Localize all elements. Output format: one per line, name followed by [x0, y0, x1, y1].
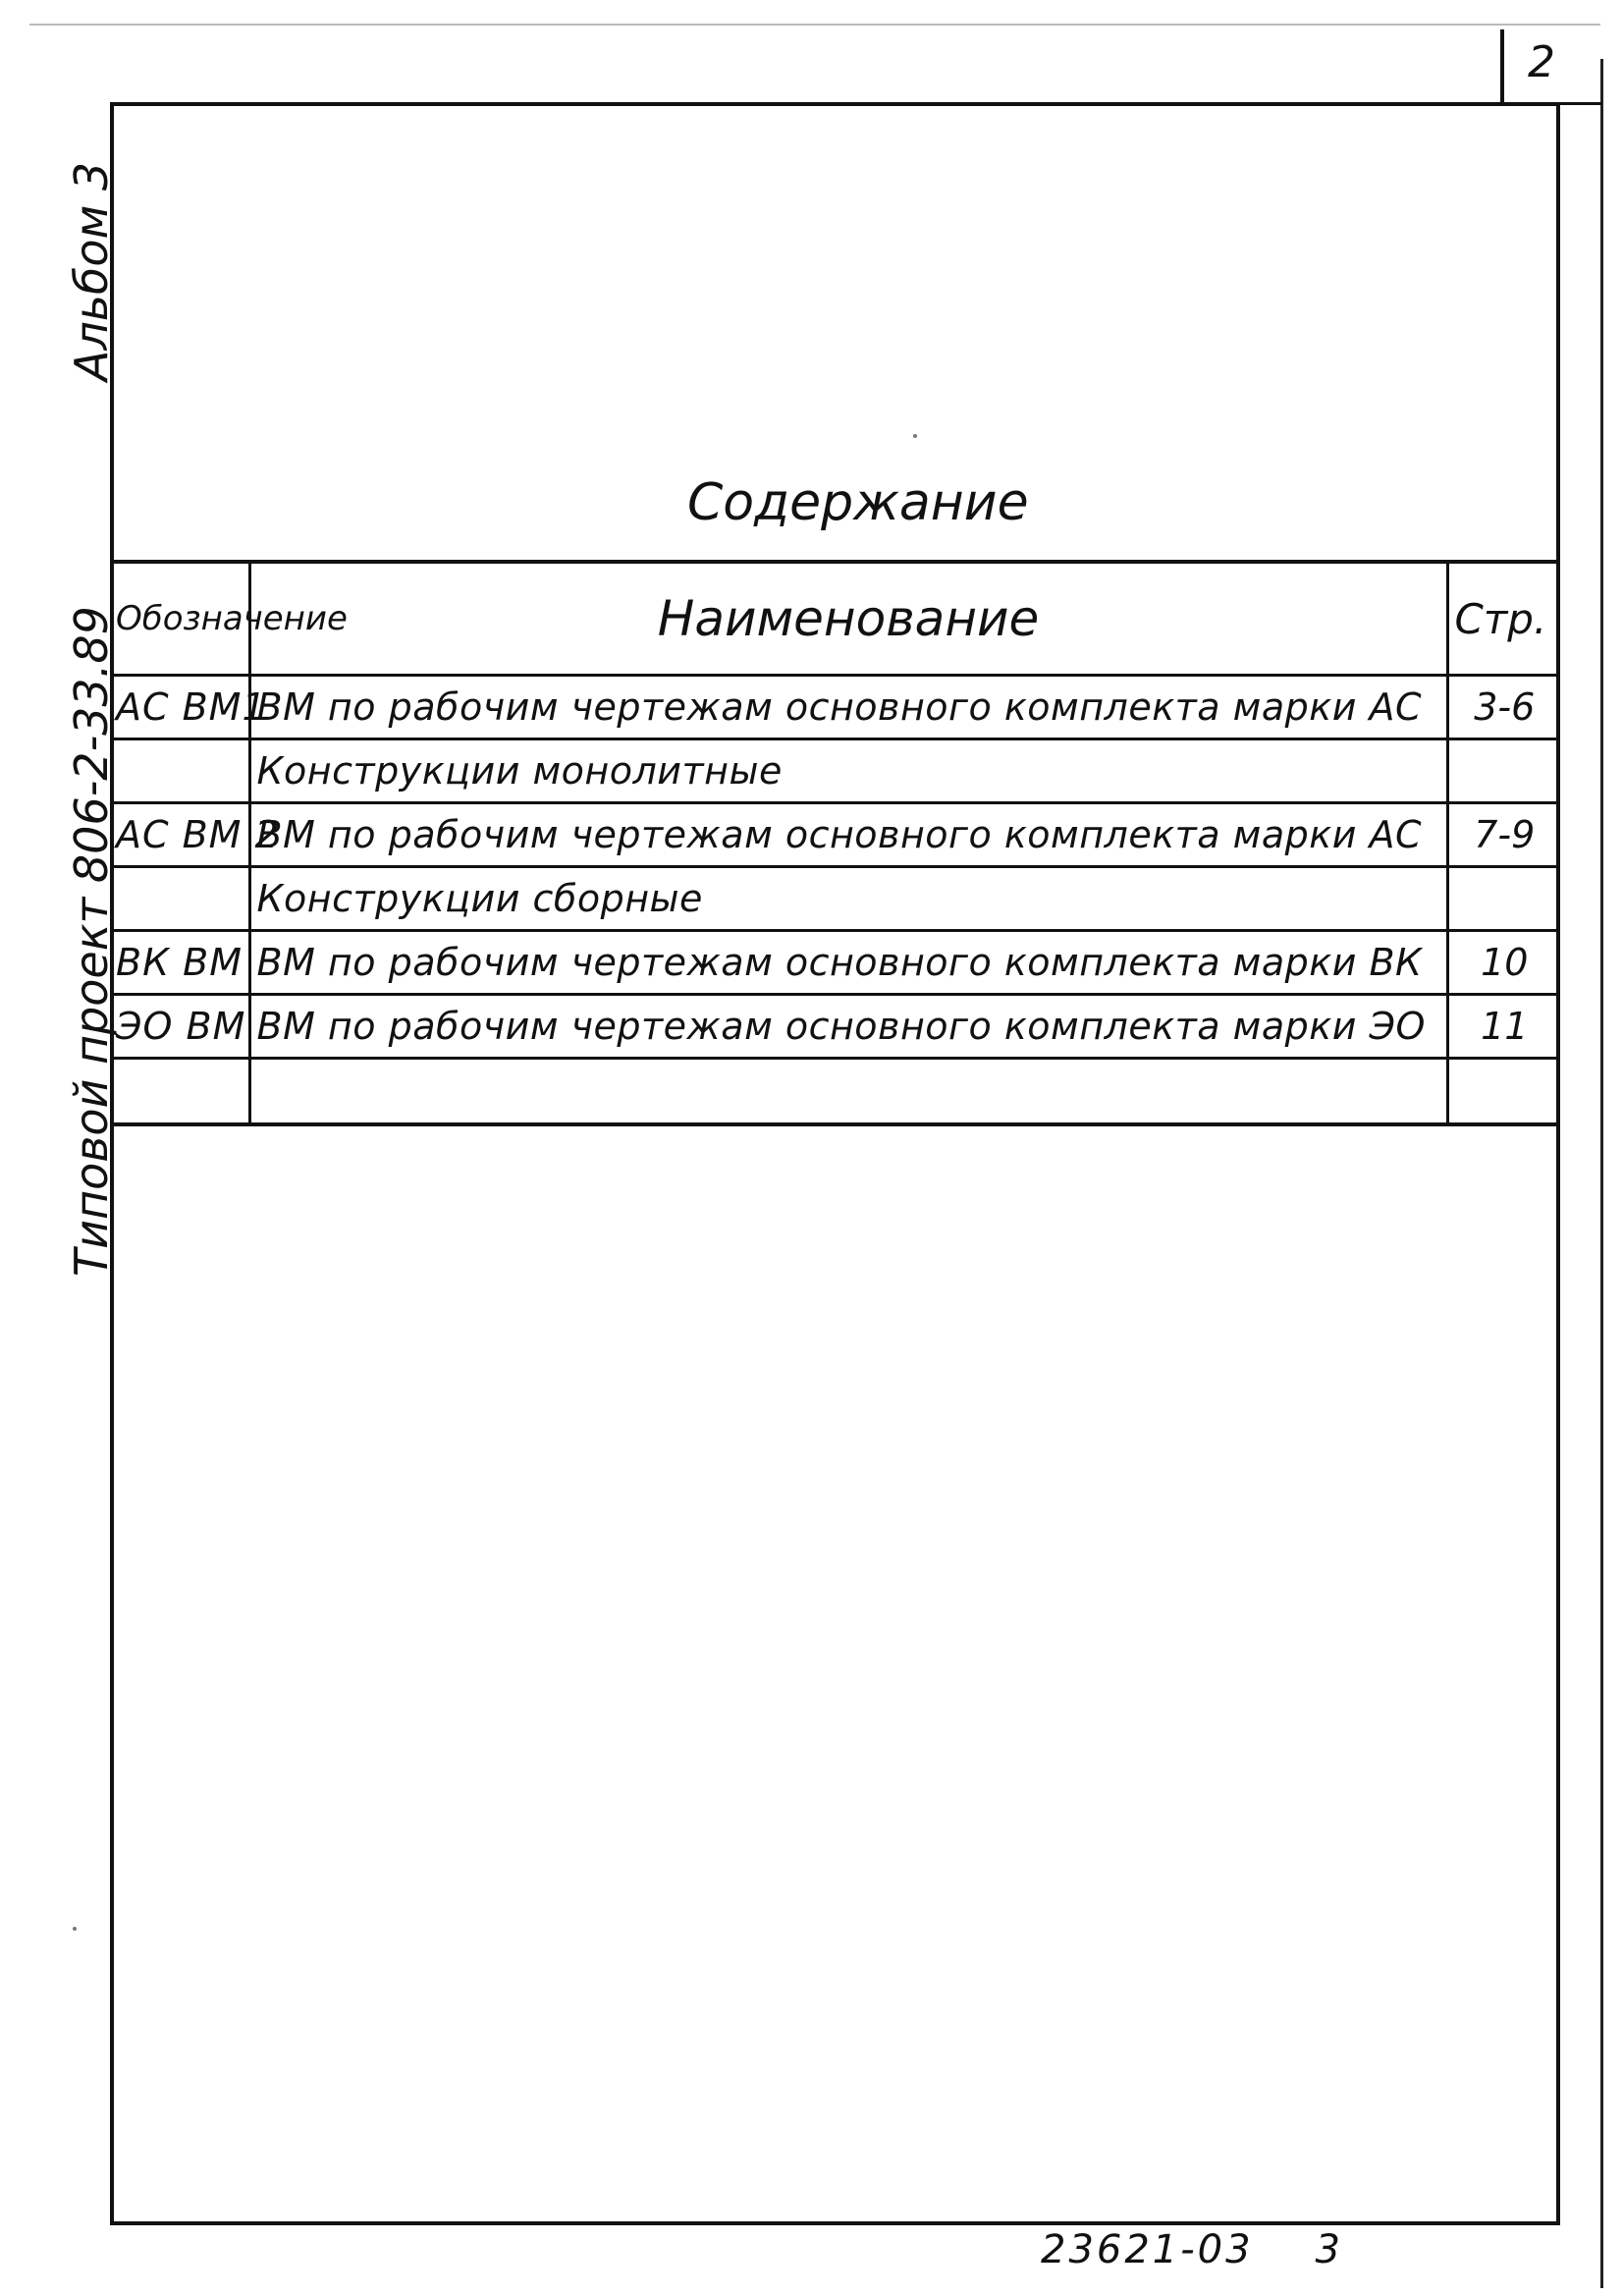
row-name: Конструкции монолитные — [249, 739, 1447, 803]
frame-bottom-line — [110, 2221, 1560, 2225]
row-code — [110, 1059, 249, 1125]
row-code: ЭО ВМ — [110, 995, 249, 1059]
table-row — [110, 803, 1560, 867]
table-header-row — [110, 562, 1560, 676]
contents-table — [110, 560, 1560, 1126]
row-name — [249, 1059, 1447, 1125]
table-row — [110, 995, 1560, 1059]
row-name: ВМ по рабочим чертежам основного комплекта марки АС — [249, 676, 1447, 739]
footer-stamp — [1041, 2227, 1343, 2272]
row-page — [1447, 1059, 1560, 1125]
header-page: Стр. — [1447, 562, 1560, 676]
row-page — [1447, 867, 1560, 931]
table-row — [110, 931, 1560, 995]
row-name: Конструкции сборные — [249, 867, 1447, 931]
row-page: 7-9 — [1447, 803, 1560, 867]
header-code: Обозначение — [110, 562, 249, 676]
row-code: АС ВМ1 — [110, 676, 249, 739]
table-row — [110, 867, 1560, 931]
footer-sheet: 3 — [1315, 2227, 1343, 2272]
table-row — [110, 676, 1560, 739]
frame-right-line — [1556, 102, 1560, 2225]
scan-edge-line — [29, 24, 1600, 26]
scan-speck — [913, 434, 917, 438]
table-row — [110, 739, 1560, 803]
scan-speck — [73, 1927, 77, 1931]
row-name: ВМ по рабочим чертежам основного комплекта марки ВК — [249, 931, 1447, 995]
table-row-empty — [110, 1059, 1560, 1125]
header-name: Наименование — [249, 562, 1447, 676]
side-project-label: Типовой проект 806-2-33.89 — [65, 606, 118, 1277]
row-page: 10 — [1447, 931, 1560, 995]
row-page: 3-6 — [1447, 676, 1560, 739]
row-page: 11 — [1447, 995, 1560, 1059]
row-page — [1447, 739, 1560, 803]
row-name: ВМ по рабочим чертежам основного комплекта марки ЭО — [249, 995, 1447, 1059]
document-title: Содержание — [687, 473, 1029, 532]
row-name: ВМ по рабочим чертежам основного комплекта марки АС — [249, 803, 1447, 867]
row-code — [110, 739, 249, 803]
sheet-edge-line — [1600, 59, 1603, 2288]
side-album-label: Альбом 3 — [65, 161, 118, 381]
frame-top-line — [110, 102, 1559, 106]
row-code: АС ВМ 2 — [110, 803, 249, 867]
page-number: 2 — [1528, 37, 1555, 87]
row-code: ВК ВМ — [110, 931, 249, 995]
footer-code: 23621-03 — [1041, 2227, 1254, 2272]
row-code — [110, 867, 249, 931]
